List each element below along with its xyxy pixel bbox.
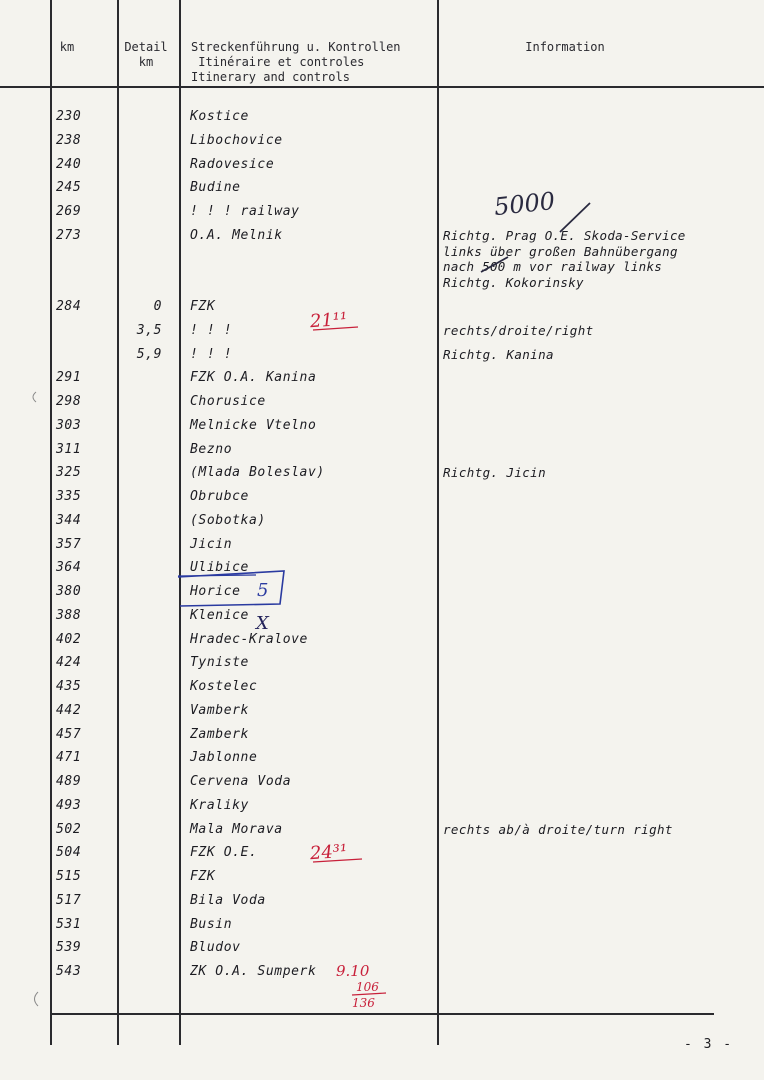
row-km: 245	[56, 180, 82, 196]
row-itinerary: Kostelec	[190, 679, 258, 694]
row-info	[443, 914, 753, 936]
row-detail-km	[120, 795, 162, 817]
row-itinerary: Jablonne	[190, 750, 258, 766]
handwritten-106: 106	[356, 980, 379, 994]
row-detail-km	[120, 415, 162, 437]
row-info	[443, 866, 753, 888]
table-row	[0, 605, 764, 627]
row-itinerary: Horice	[190, 584, 241, 599]
row-detail-km	[120, 890, 162, 912]
row-info	[443, 439, 753, 461]
row-detail-km	[120, 534, 162, 556]
table-row	[0, 937, 764, 959]
header-detail-km: Detail km	[124, 40, 168, 69]
row-km: 457	[56, 726, 82, 742]
row-itinerary: Vamberk	[190, 702, 249, 718]
row-km: 531	[56, 916, 82, 932]
table-row	[0, 344, 764, 366]
row-info	[443, 605, 753, 627]
hole-punch-bottom	[35, 992, 39, 1006]
table-row	[0, 510, 764, 532]
table-row	[0, 106, 764, 128]
table-row	[0, 652, 764, 674]
row-detail-km	[120, 866, 162, 888]
handwritten-horice-mark: 5	[257, 580, 269, 601]
row-km: 424	[56, 655, 82, 671]
row-itinerary: Chorusice	[190, 394, 266, 409]
table-row	[0, 367, 764, 389]
row-detail-km: 0	[153, 299, 162, 314]
row-km: 284	[56, 299, 82, 314]
row-info	[443, 201, 753, 223]
row-itinerary: Radovesice	[190, 156, 275, 172]
row-itinerary: FZK	[190, 869, 216, 884]
row-itinerary: ! ! !	[190, 346, 233, 362]
row-info	[443, 391, 753, 413]
header-separator-line	[0, 86, 764, 88]
row-info	[443, 581, 753, 603]
row-itinerary: (Mlada Boleslav)	[190, 465, 325, 481]
row-km	[56, 320, 96, 342]
row-itinerary: Bezno	[190, 441, 233, 457]
row-km: 489	[56, 774, 82, 789]
row-itinerary: FZK	[190, 299, 216, 314]
header-itinerary: Streckenführung u. Kontrollen Itinéraire et controles Itinerary and controls	[191, 40, 401, 84]
row-info	[443, 771, 753, 793]
row-info	[443, 486, 753, 508]
row-info	[443, 367, 753, 389]
row-km: 442	[56, 702, 82, 718]
row-info	[443, 154, 753, 176]
row-km: 539	[56, 940, 82, 956]
row-itinerary: Zamberk	[190, 726, 249, 742]
row-itinerary: Ulibice	[190, 560, 249, 576]
row-info	[443, 890, 753, 912]
row-km	[56, 344, 96, 366]
row-km: 344	[56, 512, 82, 528]
table-row	[0, 581, 764, 603]
handwritten-5000: 5000	[492, 186, 557, 222]
row-detail-km	[120, 581, 162, 603]
row-itinerary: Kraliky	[190, 797, 249, 813]
row-itinerary: Klenice	[190, 607, 249, 623]
row-km	[56, 272, 96, 294]
handwritten-x-mark: X	[256, 613, 269, 634]
row-info	[443, 510, 753, 532]
row-detail-km	[120, 225, 162, 247]
row-detail-km: 5,9	[136, 346, 162, 362]
row-detail-km	[120, 106, 162, 128]
table-row	[0, 154, 764, 176]
row-itinerary: Bila Voda	[190, 892, 266, 908]
row-info: rechts/droite/right	[443, 322, 594, 338]
row-detail-km	[120, 605, 162, 627]
row-info: Richtg. Jicin	[443, 465, 547, 481]
row-itinerary: ! ! !	[190, 322, 233, 338]
row-km: 435	[56, 679, 82, 694]
row-detail-km	[120, 439, 162, 461]
row-km: 325	[56, 465, 82, 481]
row-info	[443, 747, 753, 769]
row-itinerary: Busin	[190, 916, 233, 932]
table-row	[0, 130, 764, 152]
footer-line	[50, 1013, 714, 1015]
row-detail-km	[120, 700, 162, 722]
row-km: 543	[56, 964, 82, 979]
row-detail-km	[120, 486, 162, 508]
row-itinerary: Mala Morava	[190, 821, 283, 837]
row-detail-km	[120, 842, 162, 864]
row-itinerary: Obrubce	[190, 489, 249, 504]
row-km: 471	[56, 750, 82, 766]
row-detail-km	[120, 154, 162, 176]
row-detail-km	[120, 819, 162, 841]
table-row	[0, 201, 764, 223]
row-info	[443, 130, 753, 152]
row-info	[443, 937, 753, 959]
row-detail-km	[120, 510, 162, 532]
table-row	[0, 320, 764, 342]
row-info: Richtg. Kanina	[443, 346, 554, 362]
row-info	[443, 795, 753, 817]
row-info	[443, 557, 753, 579]
row-km	[56, 249, 96, 271]
row-info	[443, 296, 753, 318]
row-detail-km	[120, 747, 162, 769]
row-km: 357	[56, 536, 82, 552]
row-km: 380	[56, 584, 82, 599]
row-info	[443, 177, 753, 199]
row-km: 493	[56, 797, 82, 813]
row-info	[443, 842, 753, 864]
row-km: 364	[56, 560, 82, 576]
row-km: 298	[56, 394, 82, 409]
row-km: 230	[56, 109, 82, 124]
page-number: - 3 -	[684, 1037, 734, 1052]
row-detail-km	[120, 130, 162, 152]
row-itinerary: Jicin	[190, 536, 233, 552]
row-detail-km	[120, 177, 162, 199]
row-info	[443, 106, 753, 128]
table-row	[0, 724, 764, 746]
table-row	[0, 771, 764, 793]
table-row	[0, 961, 764, 983]
row-km: 240	[56, 156, 82, 172]
row-detail-km	[120, 367, 162, 389]
table-row	[0, 534, 764, 556]
handwritten-136: 136	[352, 996, 375, 1010]
row-km: 273	[56, 227, 82, 243]
row-km: 402	[56, 631, 82, 647]
table-row	[0, 462, 764, 484]
table-row	[0, 391, 764, 413]
table-row	[0, 486, 764, 508]
row-itinerary: ZK O.A. Sumperk	[190, 964, 317, 979]
row-itinerary: FZK O.E.	[190, 845, 258, 861]
row-info	[443, 534, 753, 556]
row-detail-km	[120, 914, 162, 936]
row-itinerary: Tyniste	[190, 655, 249, 671]
table-row	[0, 747, 764, 769]
row-km: 335	[56, 489, 82, 504]
row-detail-km	[120, 201, 162, 223]
row-km: 502	[56, 821, 82, 837]
table-row	[0, 629, 764, 651]
row-detail-km	[120, 391, 162, 413]
handwritten-time-2431: 24³¹	[309, 840, 349, 865]
row-itinerary: Bludov	[190, 940, 241, 956]
row-info	[443, 415, 753, 437]
row-info	[443, 724, 753, 746]
table-row	[0, 914, 764, 936]
row-km: 515	[56, 869, 82, 884]
table-row	[0, 415, 764, 437]
row-itinerary: FZK O.A. Kanina	[190, 370, 317, 386]
row-info	[443, 629, 753, 651]
row-detail-km	[120, 771, 162, 793]
row-km: 238	[56, 132, 82, 148]
table-row	[0, 842, 764, 864]
row-itinerary	[190, 249, 430, 271]
header-km: km	[59, 40, 75, 54]
row-itinerary: ! ! ! railway	[190, 204, 300, 219]
table-row	[0, 296, 764, 318]
table-row	[0, 866, 764, 888]
row-info: rechts ab/à droite/turn right	[443, 821, 673, 837]
row-info	[443, 961, 753, 983]
header-information: Information	[525, 40, 605, 54]
row-itinerary: Melnicke Vtelno	[190, 417, 317, 433]
row-detail-km	[120, 724, 162, 746]
row-itinerary: Libochovice	[190, 132, 283, 148]
row-itinerary	[190, 272, 430, 294]
info-block-melnik: Richtg. Prag O.E. Skoda-Service links über großen Bahnübergang nach 500 m vor railway links Richtg. Kokorinsky	[443, 228, 686, 290]
row-itinerary: (Sobotka)	[190, 512, 266, 528]
row-km: 303	[56, 417, 82, 433]
row-km: 269	[56, 204, 82, 219]
row-detail-km	[120, 557, 162, 579]
row-detail-km	[120, 652, 162, 674]
table-row	[0, 177, 764, 199]
row-detail-km	[120, 676, 162, 698]
row-info	[443, 652, 753, 674]
row-detail-km	[120, 961, 162, 983]
row-itinerary: O.A. Melnik	[190, 227, 283, 243]
handwritten-time-2111: 21¹¹	[309, 308, 349, 333]
handwritten-910: 9.10	[336, 962, 370, 980]
row-info	[443, 676, 753, 698]
row-km: 388	[56, 607, 82, 623]
row-km: 291	[56, 370, 82, 386]
row-km: 517	[56, 892, 82, 908]
row-km: 311	[56, 441, 82, 457]
row-detail-km: 3,5	[136, 322, 162, 338]
table-row	[0, 819, 764, 841]
row-detail-km	[120, 272, 162, 294]
row-info	[443, 700, 753, 722]
table-row	[0, 439, 764, 461]
row-itinerary: Budine	[190, 180, 241, 196]
row-detail-km	[120, 249, 162, 271]
row-itinerary: Cervena Voda	[190, 774, 292, 789]
row-detail-km	[120, 937, 162, 959]
table-row	[0, 700, 764, 722]
table-row	[0, 795, 764, 817]
table-row	[0, 557, 764, 579]
table-row	[0, 676, 764, 698]
row-itinerary: Hradec-Kralove	[190, 631, 308, 647]
row-detail-km	[120, 629, 162, 651]
row-detail-km	[120, 462, 162, 484]
row-itinerary: Kostice	[190, 109, 249, 124]
row-km: 504	[56, 845, 82, 861]
table-row	[0, 890, 764, 912]
